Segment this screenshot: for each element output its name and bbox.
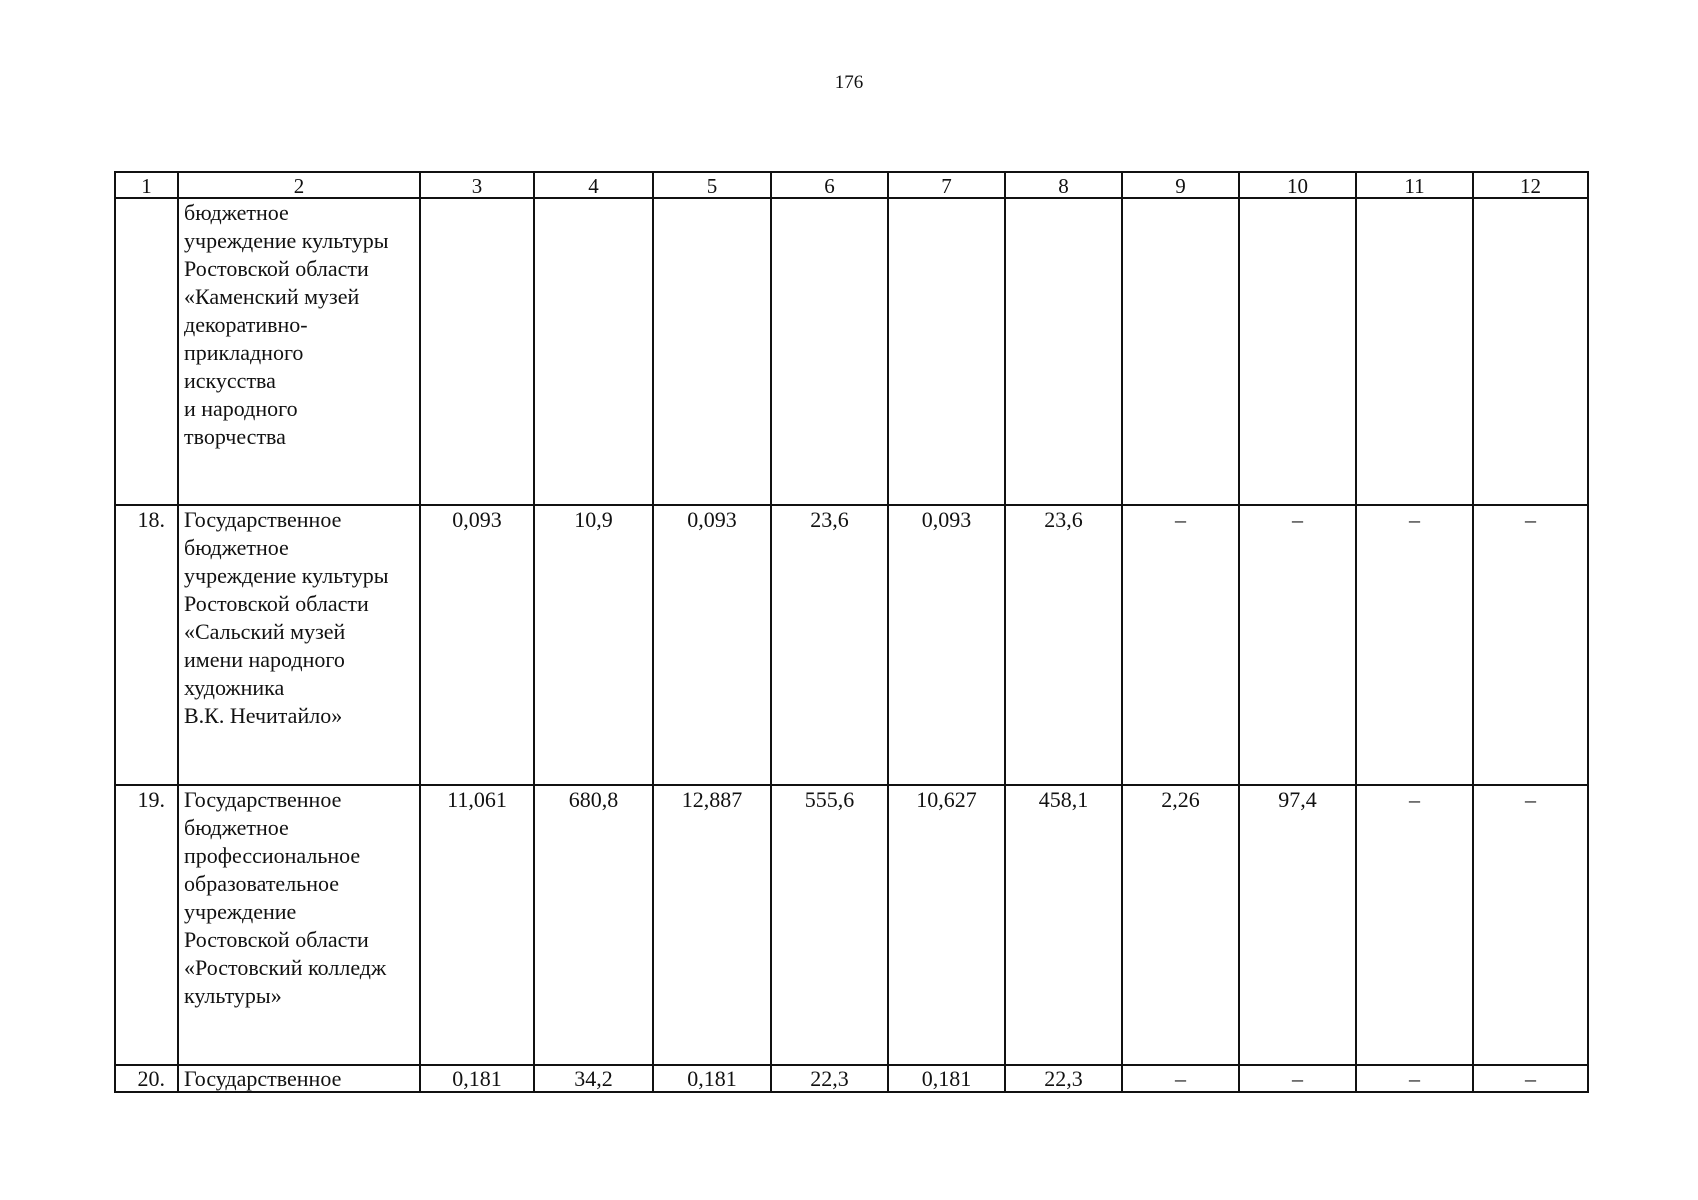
value-cell: 22,3 (771, 1065, 888, 1092)
table-row (115, 198, 1588, 505)
name-line: Государственное (184, 787, 342, 812)
name-line: культуры» (184, 983, 282, 1008)
name-line: учреждение культуры (184, 228, 389, 253)
value-cell: 680,8 (534, 785, 653, 1065)
value-cell: 458,1 (1005, 785, 1122, 1065)
name-line: искусства (184, 368, 276, 393)
name-line: имени народного (184, 647, 345, 672)
value-cell (1239, 198, 1356, 505)
column-header: 6 (771, 172, 888, 198)
column-header: 3 (420, 172, 534, 198)
column-header: 8 (1005, 172, 1122, 198)
row-index: 18. (115, 505, 178, 785)
value-cell (771, 198, 888, 505)
value-cell: 10,9 (534, 505, 653, 785)
value-cell: – (1473, 785, 1588, 1065)
name-line: Ростовской области (184, 256, 369, 281)
value-cell (1005, 198, 1122, 505)
name-line: учреждение (184, 899, 297, 924)
table-row (115, 785, 1588, 1065)
value-cell: – (1122, 1065, 1239, 1092)
value-cell (653, 198, 771, 505)
name-line: Ростовской области (184, 591, 369, 616)
value-cell: 12,887 (653, 785, 771, 1065)
institution-name (178, 505, 420, 785)
name-line: прикладного (184, 340, 304, 365)
table-header-row (115, 172, 1588, 198)
value-cell: 0,093 (888, 505, 1005, 785)
value-cell: 10,627 (888, 785, 1005, 1065)
name-line: Ростовской области (184, 927, 369, 952)
value-cell: – (1356, 505, 1473, 785)
name-line: бюджетное (184, 815, 289, 840)
column-header: 10 (1239, 172, 1356, 198)
value-cell: 11,061 (420, 785, 534, 1065)
name-line: Государственное (184, 507, 342, 532)
value-cell: 0,093 (420, 505, 534, 785)
value-cell: 2,26 (1122, 785, 1239, 1065)
value-cell (1122, 198, 1239, 505)
table-row (115, 505, 1588, 785)
row-index: 19. (115, 785, 178, 1065)
value-cell: 0,181 (653, 1065, 771, 1092)
column-header: 2 (178, 172, 420, 198)
institution-name (178, 1065, 420, 1092)
name-line: «Ростовский колледж (184, 955, 387, 980)
value-cell: 0,093 (653, 505, 771, 785)
value-cell: 23,6 (1005, 505, 1122, 785)
column-header: 7 (888, 172, 1005, 198)
value-cell: – (1239, 1065, 1356, 1092)
page-number: 176 (834, 72, 864, 93)
name-line: «Каменский музей (184, 284, 360, 309)
name-line: образовательное (184, 871, 340, 896)
column-header: 4 (534, 172, 653, 198)
name-line: профессиональное (184, 843, 361, 868)
value-cell: – (1239, 505, 1356, 785)
value-cell: – (1473, 505, 1588, 785)
name-line: учреждение культуры (184, 563, 389, 588)
name-line: бюджетное (184, 535, 289, 560)
name-line: В.К. Нечитайло» (184, 703, 343, 728)
name-line: творчества (184, 424, 286, 449)
value-cell: 34,2 (534, 1065, 653, 1092)
column-header: 9 (1122, 172, 1239, 198)
value-cell: – (1122, 505, 1239, 785)
value-cell (888, 198, 1005, 505)
value-cell: 22,3 (1005, 1065, 1122, 1092)
row-index: 20. (115, 1065, 178, 1092)
data-table (114, 171, 1589, 1093)
table-row (115, 1065, 1588, 1092)
value-cell (420, 198, 534, 505)
value-cell: 0,181 (888, 1065, 1005, 1092)
column-header: 12 (1473, 172, 1588, 198)
value-cell: – (1473, 1065, 1588, 1092)
name-line: Государственное (184, 1066, 342, 1091)
value-cell: – (1356, 1065, 1473, 1092)
institution-name (178, 785, 420, 1065)
value-cell (1473, 198, 1588, 505)
value-cell: 97,4 (1239, 785, 1356, 1065)
column-header: 5 (653, 172, 771, 198)
row-index (115, 198, 178, 505)
name-line: художника (184, 675, 285, 700)
value-cell: 555,6 (771, 785, 888, 1065)
value-cell: 0,181 (420, 1065, 534, 1092)
name-line: и народного (184, 396, 298, 421)
column-header: 1 (115, 172, 178, 198)
name-line: декоративно- (184, 312, 308, 337)
value-cell (534, 198, 653, 505)
name-line: бюджетное (184, 200, 289, 225)
value-cell: – (1356, 785, 1473, 1065)
value-cell (1356, 198, 1473, 505)
institution-name (178, 198, 420, 505)
value-cell: 23,6 (771, 505, 888, 785)
column-header: 11 (1356, 172, 1473, 198)
name-line: «Сальский музей (184, 619, 346, 644)
